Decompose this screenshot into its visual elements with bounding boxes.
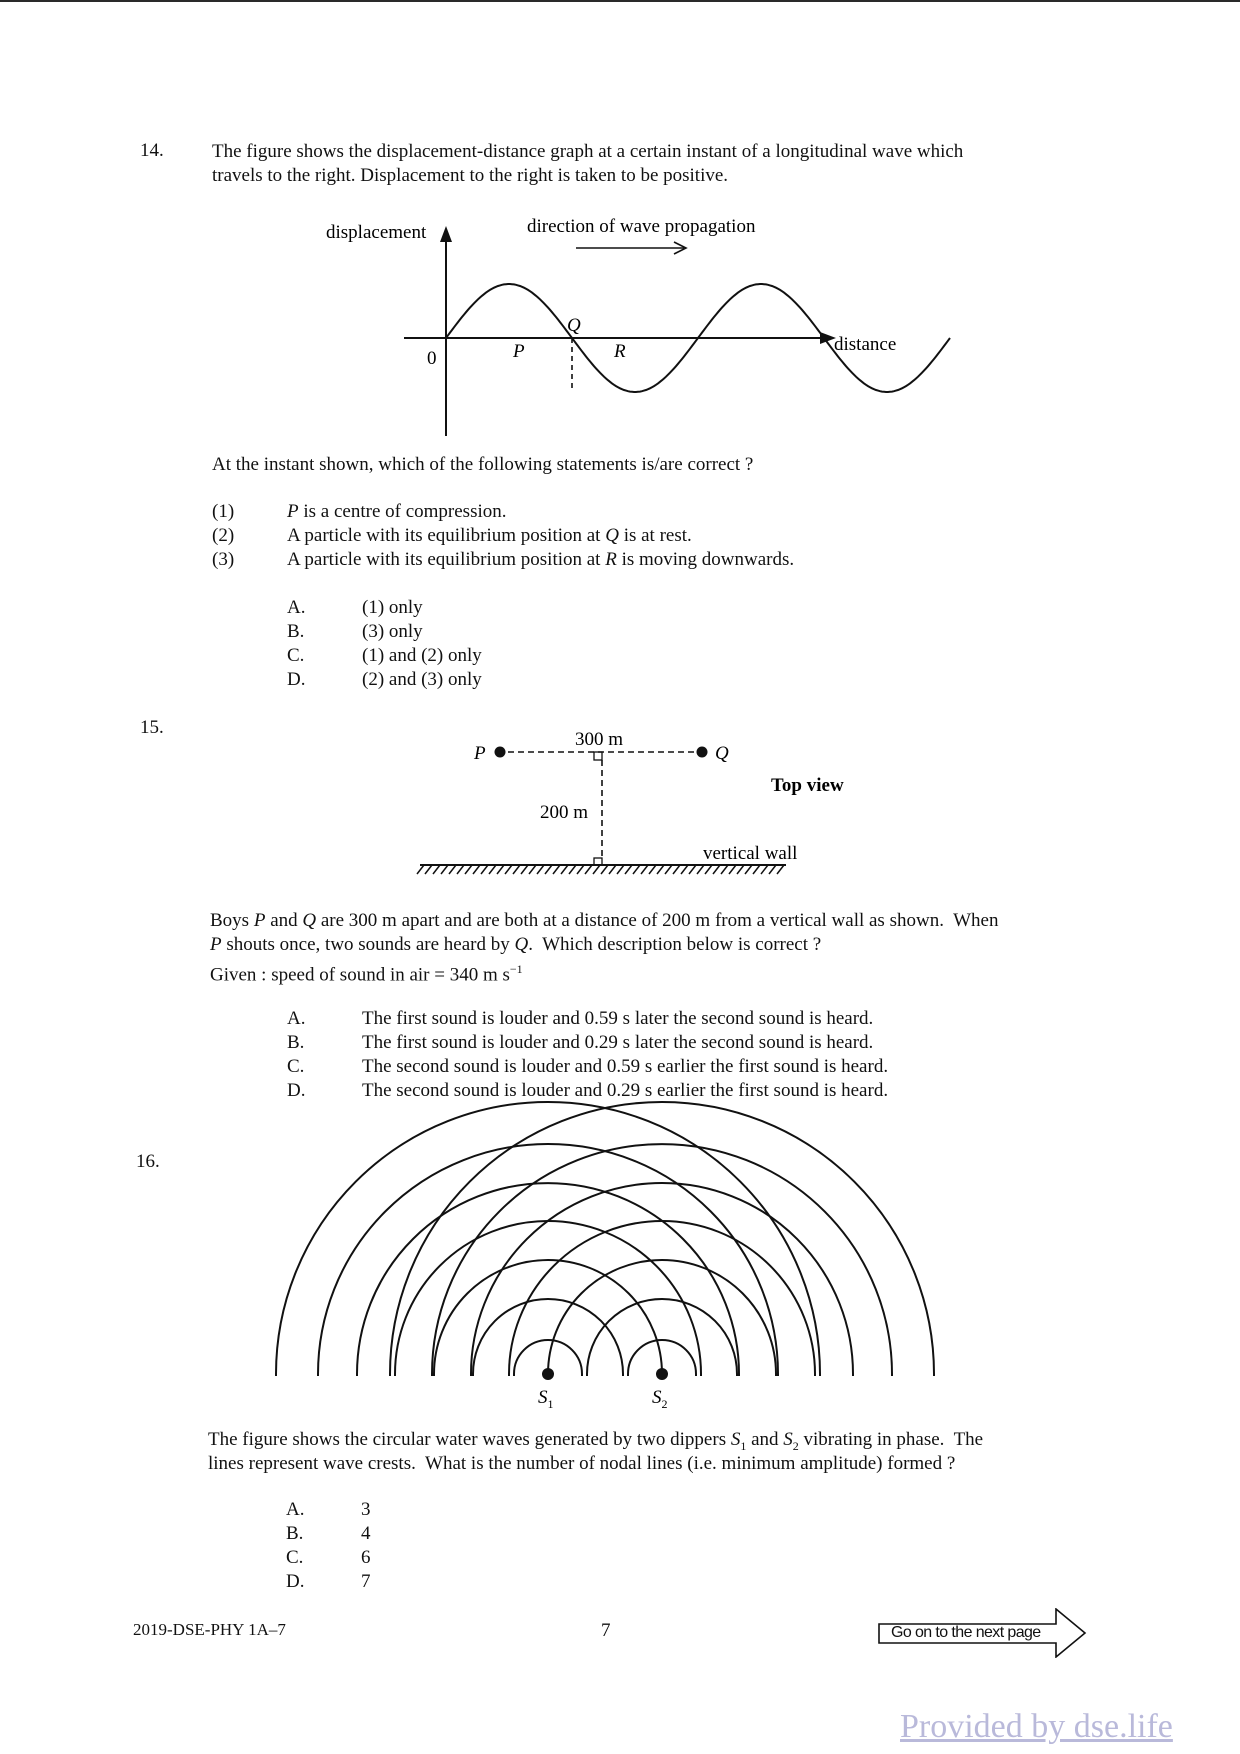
statement-label: (1) bbox=[212, 501, 235, 522]
option-text: (1) only bbox=[362, 597, 423, 618]
option-text: 6 bbox=[361, 1547, 371, 1568]
option-label: D. bbox=[286, 1571, 305, 1592]
option-label: A. bbox=[287, 1008, 306, 1029]
q16-number: 16. bbox=[136, 1151, 160, 1172]
option-label: C. bbox=[287, 1056, 305, 1077]
option-label: B. bbox=[286, 1523, 304, 1544]
statement-text: P is a centre of compression. bbox=[287, 501, 507, 522]
option-text: The first sound is louder and 0.29 s later the second sound is heard. bbox=[362, 1032, 874, 1053]
option-label: D. bbox=[287, 669, 306, 690]
paper-code: 2019-DSE-PHY 1A–7 bbox=[133, 1620, 286, 1639]
distance-wall-label: 200 m bbox=[540, 802, 589, 823]
s1-wave-crests bbox=[276, 1102, 820, 1376]
option-label: A. bbox=[287, 597, 306, 618]
distance-pq-label: 300 m bbox=[575, 729, 624, 750]
q14-stem-line1: The figure shows the displacement-distance graph at a certain instant of a longitudinal wave which bbox=[212, 141, 964, 162]
s2-wave-crests bbox=[390, 1102, 934, 1376]
wave-crest-arc bbox=[548, 1260, 776, 1376]
option-label: C. bbox=[286, 1547, 304, 1568]
y-axis-label: displacement bbox=[326, 222, 427, 243]
option-text: 7 bbox=[361, 1571, 371, 1592]
point-q-label: Q bbox=[715, 743, 729, 764]
point-p-label: P bbox=[474, 743, 486, 764]
option-text: (1) and (2) only bbox=[362, 645, 482, 666]
point-q-label: Q bbox=[567, 315, 581, 336]
option-text: 3 bbox=[361, 1499, 371, 1520]
page-number: 7 bbox=[601, 1620, 611, 1641]
origin-label: 0 bbox=[427, 348, 437, 369]
q16-stem-line2: lines represent wave crests. What is the number of nodal lines (i.e. minimum amplitude) formed ? bbox=[208, 1453, 956, 1474]
q16-stem-line1: The figure shows the circular water waves generated by two dippers $S_1$ and $S_2$ vibrating in phase. The bbox=[208, 1429, 984, 1453]
watermark-link[interactable]: Provided by dse.life bbox=[900, 1708, 1173, 1745]
top-view-label: Top view bbox=[771, 775, 844, 796]
point-p-label: P bbox=[513, 341, 525, 362]
option-label: A. bbox=[286, 1499, 305, 1520]
q14-number: 14. bbox=[140, 140, 164, 161]
given-exponent: −1 bbox=[509, 962, 523, 976]
next-page-label: Go on to the next page bbox=[891, 1624, 1041, 1641]
source-s2-dot bbox=[656, 1368, 668, 1380]
q14-question: At the instant shown, which of the following statements is/are correct ? bbox=[212, 454, 754, 475]
option-label: D. bbox=[287, 1080, 306, 1101]
option-label: B. bbox=[287, 621, 305, 642]
option-text: The first sound is louder and 0.59 s later the second sound is heard. bbox=[362, 1008, 874, 1029]
statement-text: A particle with its equilibrium position at R is moving downwards. bbox=[287, 549, 795, 570]
statement-label: (2) bbox=[212, 525, 235, 546]
wave-crest-arc bbox=[434, 1260, 662, 1376]
option-text: 4 bbox=[361, 1523, 371, 1544]
source-s2-label: $S_2$ bbox=[652, 1387, 668, 1411]
point-r-label: R bbox=[614, 341, 626, 362]
wall-label: vertical wall bbox=[703, 843, 798, 864]
option-text: (3) only bbox=[362, 621, 423, 642]
option-label: C. bbox=[287, 645, 305, 666]
statement-label: (3) bbox=[212, 549, 235, 570]
source-s1-dot bbox=[542, 1368, 554, 1380]
q15-number: 15. bbox=[140, 717, 164, 738]
option-text: The second sound is louder and 0.59 s earlier the first sound is heard. bbox=[362, 1056, 889, 1077]
given-text: Given : speed of sound in air = 340 m s bbox=[210, 964, 510, 986]
source-s1-label: $S_1$ bbox=[538, 1387, 554, 1411]
x-axis-label: distance bbox=[834, 334, 897, 355]
statement-text: A particle with its equilibrium position at Q is at rest. bbox=[287, 525, 692, 546]
q15-stem-line2: P shouts once, two sounds are heard by Q. Which description below is correct ? bbox=[210, 934, 822, 955]
q15-stem-line1: Boys P and Q are 300 m apart and are both at a distance of 200 m from a vertical wall as shown. When bbox=[210, 910, 999, 931]
q14-stem-line2: travels to the right. Displacement to the right is taken to be positive. bbox=[212, 165, 729, 186]
option-text: (2) and (3) only bbox=[362, 669, 482, 690]
option-text: The second sound is louder and 0.29 s earlier the first sound is heard. bbox=[362, 1080, 889, 1101]
option-label: B. bbox=[287, 1032, 305, 1053]
direction-label: direction of wave propagation bbox=[527, 216, 756, 237]
